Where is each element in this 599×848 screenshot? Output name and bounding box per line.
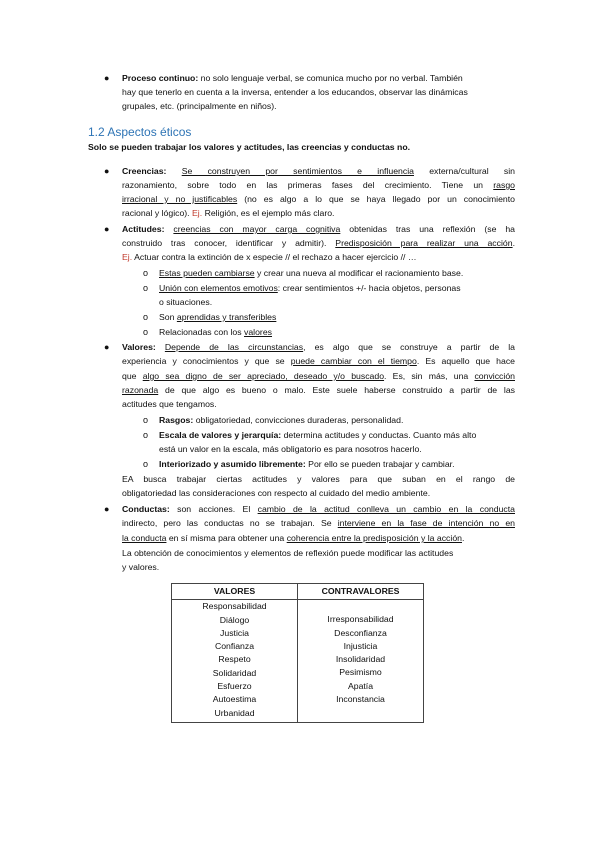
conductas-text-4: . xyxy=(462,533,465,543)
actitudes-sub-1 xyxy=(159,268,463,279)
conductas-text-2: indirecto, pero las conductas no se trabajan. Se xyxy=(122,518,338,528)
bullet-icon: ● xyxy=(104,73,110,83)
conductas-underline-1: cambio de la actitud conlleva un cambio en la conducta xyxy=(257,504,515,514)
valores-line-5: actitudes que tengamos. xyxy=(122,399,217,409)
valores-ea-line-1: EA busca trabajar ciertas actitudes y valores para que suban en el rango de xyxy=(122,474,515,484)
actitudes-line-1 xyxy=(122,224,515,235)
rasgos-text: obligatoriedad, convicciones duraderas, personalidad. xyxy=(193,415,404,425)
actitudes-text-4: Actuar contra la extinción de x especie // el rechazo a hacer ejercicio // … xyxy=(132,252,417,262)
bullet-icon: ● xyxy=(104,504,110,514)
interiorizado-text: Por ello se pueden trabajar y cambiar. xyxy=(305,459,455,469)
conductas-text-1: son acciones. El xyxy=(169,504,258,514)
table-header-row xyxy=(172,584,424,600)
list-item: Inconstancia xyxy=(336,694,385,705)
valores-text-6: de que algo es bueno o malo. Este suele haberse construido a partir de las xyxy=(158,385,515,395)
actitudes-sub-4-text: Relacionadas con los xyxy=(159,327,244,337)
conductas-line-1 xyxy=(122,504,515,515)
creencias-text-5: Religión, es el ejemplo más claro. xyxy=(202,208,335,218)
circle-bullet-icon: o xyxy=(143,312,149,322)
valores-rasgos xyxy=(159,415,403,426)
list-item: Autoestima xyxy=(212,694,257,705)
valores-interiorizado xyxy=(159,459,455,470)
creencias-text-1: externa/cultural sin xyxy=(413,166,515,176)
valores-label: Valores: xyxy=(122,342,156,352)
actitudes-sub-2-line-2: o situaciones. xyxy=(159,297,213,307)
valores-underline-2: puede cambiar con el tiempo xyxy=(290,356,417,366)
actitudes-sub-1-text: y crear una nueva al modificar el racionamiento base. xyxy=(254,268,464,278)
valores-text-5: . Es, sin más, una xyxy=(384,371,475,381)
list-item: Urbanidad xyxy=(214,707,255,718)
interiorizado-label: Interiorizado y asumido libremente: xyxy=(159,459,306,469)
proceso-line-3: grupales, etc. (principalmente en niños). xyxy=(122,101,277,111)
list-item: Justicia xyxy=(220,627,249,638)
valores-line-2 xyxy=(122,356,515,367)
list-item: Injusticia xyxy=(343,640,378,651)
actitudes-label: Actitudes: xyxy=(122,224,165,234)
proceso-label: Proceso continuo: xyxy=(122,73,199,83)
actitudes-ej: Ej. xyxy=(122,252,133,262)
list-item: Apatía xyxy=(347,680,374,691)
valores-underline-5: razonada xyxy=(122,385,159,395)
actitudes-underline-1: creencias con mayor carga cognitiva xyxy=(173,224,341,234)
actitudes-sub-4-underline: valores xyxy=(244,327,273,337)
creencias-underline-1: Se construyen por sentimientos e influencia xyxy=(181,166,414,176)
table-header-valores: VALORES xyxy=(172,584,298,600)
creencias-underline-2: rasgo xyxy=(493,180,515,190)
list-item: Diálogo xyxy=(219,614,250,625)
valores-line-3 xyxy=(122,371,515,382)
list-item: Pesimismo xyxy=(339,667,382,678)
conductas-line-2 xyxy=(122,518,515,529)
table-row xyxy=(172,600,424,723)
bullet-icon: ● xyxy=(104,342,110,352)
circle-bullet-icon: o xyxy=(143,415,149,425)
actitudes-line-3 xyxy=(122,252,417,263)
list-item: Solidaridad xyxy=(212,667,257,678)
creencias-ej: Ej. xyxy=(192,208,203,218)
actitudes-sub-1-underline: Estas pueden cambiarse xyxy=(159,268,255,278)
valores-text-1: , es algo que se construye a partir de la xyxy=(303,342,516,352)
valores-underline-4: convicción xyxy=(474,371,515,381)
conductas-text-3: en sí misma para obtener una xyxy=(166,533,287,543)
escala-text: determina actitudes y conductas. Cuanto más alto xyxy=(281,430,477,440)
list-item: Confianza xyxy=(214,641,255,652)
creencias-label: Creencias: xyxy=(122,166,167,176)
conductas-line-3 xyxy=(122,533,464,544)
valores-line-1 xyxy=(122,342,515,353)
valores-cell xyxy=(172,600,298,723)
contravalores-cell xyxy=(298,600,424,723)
circle-bullet-icon: o xyxy=(143,430,149,440)
proceso-text-1: no solo lenguaje verbal, se comunica mucho por no verbal. También xyxy=(198,73,463,83)
actitudes-sub-4 xyxy=(159,327,272,338)
table-header-contravalores: CONTRAVALORES xyxy=(298,584,424,600)
valores-text-4: que xyxy=(122,371,143,381)
valores-ea-line-2: obligatoriedad las consideraciones con respecto al cuidado del medio ambiente. xyxy=(122,488,431,498)
list-item: Desconfianza xyxy=(334,627,387,638)
list-item: Responsabilidad xyxy=(202,601,267,612)
creencias-line-3 xyxy=(122,194,515,205)
list-item: Irresponsabilidad xyxy=(327,614,394,625)
actitudes-sub-3-underline: aprendidas y transferibles xyxy=(176,312,277,322)
proceso-line-1 xyxy=(122,73,463,84)
circle-bullet-icon: o xyxy=(143,268,149,278)
creencias-underline-3: irracional y no justificables xyxy=(122,194,238,204)
creencias-line-4 xyxy=(122,208,334,219)
escala-label: Escala de valores y jerarquía: xyxy=(159,430,282,440)
proceso-line-2: hay que tenerlo en cuenta a la inversa, entender a los educandos, observar las dinámicas xyxy=(122,87,468,97)
actitudes-underline-2: Predisposición para realizar una acción xyxy=(335,238,513,248)
actitudes-sub-3 xyxy=(159,312,276,323)
conductas-underline-3: la conducta xyxy=(122,533,167,543)
creencias-line-1 xyxy=(122,166,515,177)
actitudes-text-3: . xyxy=(512,238,515,248)
circle-bullet-icon: o xyxy=(143,327,149,337)
valores-text-2: experiencia y conocimientos y que se xyxy=(122,356,291,366)
valores-underline-1: Depende de las circunstancias xyxy=(164,342,304,352)
creencias-text-4: racional y lógico). xyxy=(122,208,193,218)
valores-escala xyxy=(159,430,476,441)
actitudes-text-2: construido tras conocer, identificar y admitir). xyxy=(122,238,336,248)
circle-bullet-icon: o xyxy=(143,459,149,469)
actitudes-line-2 xyxy=(122,238,515,249)
creencias-line-2 xyxy=(122,180,515,191)
creencias-text-3: (no es algo a lo que se haya llegado por un conocimiento xyxy=(237,194,515,204)
valores-escala-line-2: está un valor en la escala, más obligatorio es para nosotros hacerlo. xyxy=(159,444,422,454)
actitudes-sub-2-text: : crear sentimientos +/- hacia objetos, personas xyxy=(277,283,461,293)
bullet-icon: ● xyxy=(104,224,110,234)
valores-text-3: . Es aquello que hace xyxy=(416,356,515,366)
values-table xyxy=(171,583,424,723)
list-item: Respeto xyxy=(218,654,251,665)
actitudes-text-1: obtenidas tras una reflexión (se ha xyxy=(340,224,515,234)
bullet-icon: ● xyxy=(104,166,110,176)
conductas-line-5: y valores. xyxy=(122,562,160,572)
creencias-text-2: razonamiento, sobre todo en las primeras fases del crecimiento. Tiene un xyxy=(122,180,494,190)
valores-underline-3: algo sea digno de ser apreciado, deseado y/o buscado xyxy=(142,371,385,381)
rasgos-label: Rasgos: xyxy=(159,415,194,425)
actitudes-sub-3-text: Son xyxy=(159,312,177,322)
circle-bullet-icon: o xyxy=(143,283,149,293)
conductas-label: Conductas: xyxy=(122,504,170,514)
conductas-line-4: La obtención de conocimientos y elementos de reflexión puede modificar las actitudes xyxy=(122,548,454,558)
valores-line-4 xyxy=(122,385,515,396)
section-subtitle: Solo se pueden trabajar los valores y actitudes, las creencias y conductas no. xyxy=(88,142,411,152)
list-item: Esfuerzo xyxy=(217,681,252,692)
conductas-underline-2: interviene en la fase de intención no en xyxy=(337,518,515,528)
actitudes-sub-2-underline: Unión con elementos emotivos xyxy=(159,283,278,293)
section-heading: 1.2 Aspectos éticos xyxy=(88,125,192,139)
actitudes-sub-2 xyxy=(159,283,461,294)
list-item: Insolidaridad xyxy=(335,654,386,665)
conductas-underline-4: coherencia entre la predisposición y la acción xyxy=(286,533,462,543)
